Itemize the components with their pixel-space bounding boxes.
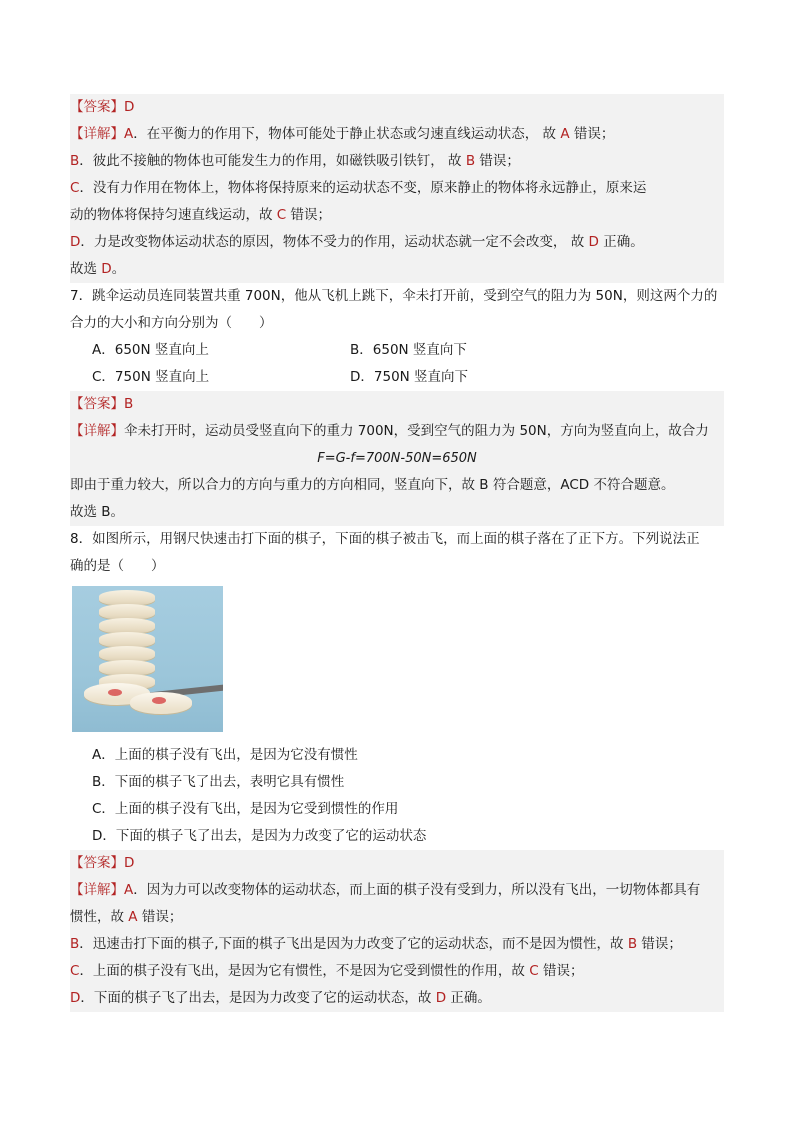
q8-question: [70, 526, 724, 850]
detail-tag: 【详解】: [70, 126, 124, 142]
chess-pieces-photo: [72, 586, 223, 732]
answer-tag: 【答案】: [70, 99, 124, 115]
piece-mark: [152, 697, 166, 704]
q7-option-a: A．650N 竖直向上: [92, 342, 209, 358]
q6-detail-line-c2: 动的物体将保持匀速直线运动，故 C 错误；: [70, 207, 332, 223]
q6-detail-line-c1: C．没有力作用在物体上，物体将保持原来的运动状态不变，原来静止的物体将永远静止，原来运: [70, 180, 647, 196]
q7-detail-line-1: 【详解】伞未打开时，运动员受竖直向下的重力 700N，受到空气的阻力为 50N，方向为竖直向上，故合力: [70, 423, 709, 439]
q8-detail-line-c: C．上面的棋子没有飞出，是因为它有惯性，不是因为它受到惯性的作用，故 C 错误；: [70, 963, 584, 979]
q8-option-c: C．上面的棋子没有飞出，是因为它受到惯性的作用: [92, 801, 399, 817]
q8-solution: [70, 850, 724, 1012]
q8-option-d: D．下面的棋子飞了出去，是因为力改变了它的运动状态: [92, 828, 427, 844]
q7-question: [70, 283, 724, 391]
q6-detail-line-b: B．彼此不接触的物体也可能发生力的作用，如磁铁吸引铁钉， 故 B 错误；: [70, 153, 520, 169]
q6-solution: [70, 94, 724, 283]
q7-formula: F=G-f=700N-50N=650N: [317, 451, 477, 466]
q7-conclusion: 故选 B。: [70, 504, 125, 520]
answer-value: D: [124, 99, 135, 115]
q7-stem: 7．跳伞运动员连同装置共重 700N，他从飞机上跳下，伞未打开前，受到空气的阻力为 50N，则这两个力的: [70, 288, 718, 304]
q6-answer: [70, 94, 724, 121]
q6-detail-line-d: D．力是改变物体运动状态的原因，物体不受力的作用，运动状态就一定不会改变， 故 D 正确。: [70, 234, 644, 250]
q8-detail-line-a2: 惯性，故 A 错误；: [70, 909, 183, 925]
q7-detail-line-3: 即由于重力较大，所以合力的方向与重力的方向相同，竖直向下，故 B 符合题意，ACD 不符合题意。: [70, 477, 675, 493]
q8-stem: 8．如图所示，用钢尺快速击打下面的棋子，下面的棋子被击飞，而上面的棋子落在了正下方。下列说法正: [70, 531, 700, 547]
document-page: [70, 94, 724, 1012]
q8-option-a: A．上面的棋子没有飞出，是因为它没有惯性: [92, 747, 358, 763]
q7-option-b: B．650N 竖直向下: [350, 342, 467, 358]
q8-detail-line-d: D．下面的棋子飞了出去，是因为力改变了它的运动状态，故 D 正确。: [70, 990, 491, 1006]
q8-stem-cont: 确的是（ ）: [70, 558, 165, 574]
q7-stem-cont: 合力的大小和方向分别为（ ）: [70, 315, 273, 331]
q7-answer: 【答案】B: [70, 396, 134, 412]
q7-option-c: C．750N 竖直向上: [92, 369, 210, 385]
q6-detail-line-a: 【详解】A．在平衡力的作用下，物体可能处于静止状态或匀速直线运动状态， 故 A 错误；: [70, 126, 615, 142]
q8-option-b: B．下面的棋子飞了出去，表明它具有惯性: [92, 774, 345, 790]
q6-conclusion: 故选 D。: [70, 261, 126, 277]
q8-answer: 【答案】D: [70, 855, 135, 871]
q7-options: [70, 337, 724, 391]
q7-solution: [70, 391, 724, 526]
piece-mark: [108, 689, 122, 696]
q8-detail-line-a1: 【详解】A．因为力可以改变物体的运动状态，而上面的棋子没有受到力，所以没有飞出，一切物体都具有: [70, 882, 701, 898]
q7-option-d: D．750N 竖直向下: [350, 369, 469, 385]
q8-detail-line-b: B．迅速击打下面的棋子,下面的棋子飞出是因为力改变了它的运动状态，而不是因为惯性，故 B 错误；: [70, 936, 682, 952]
